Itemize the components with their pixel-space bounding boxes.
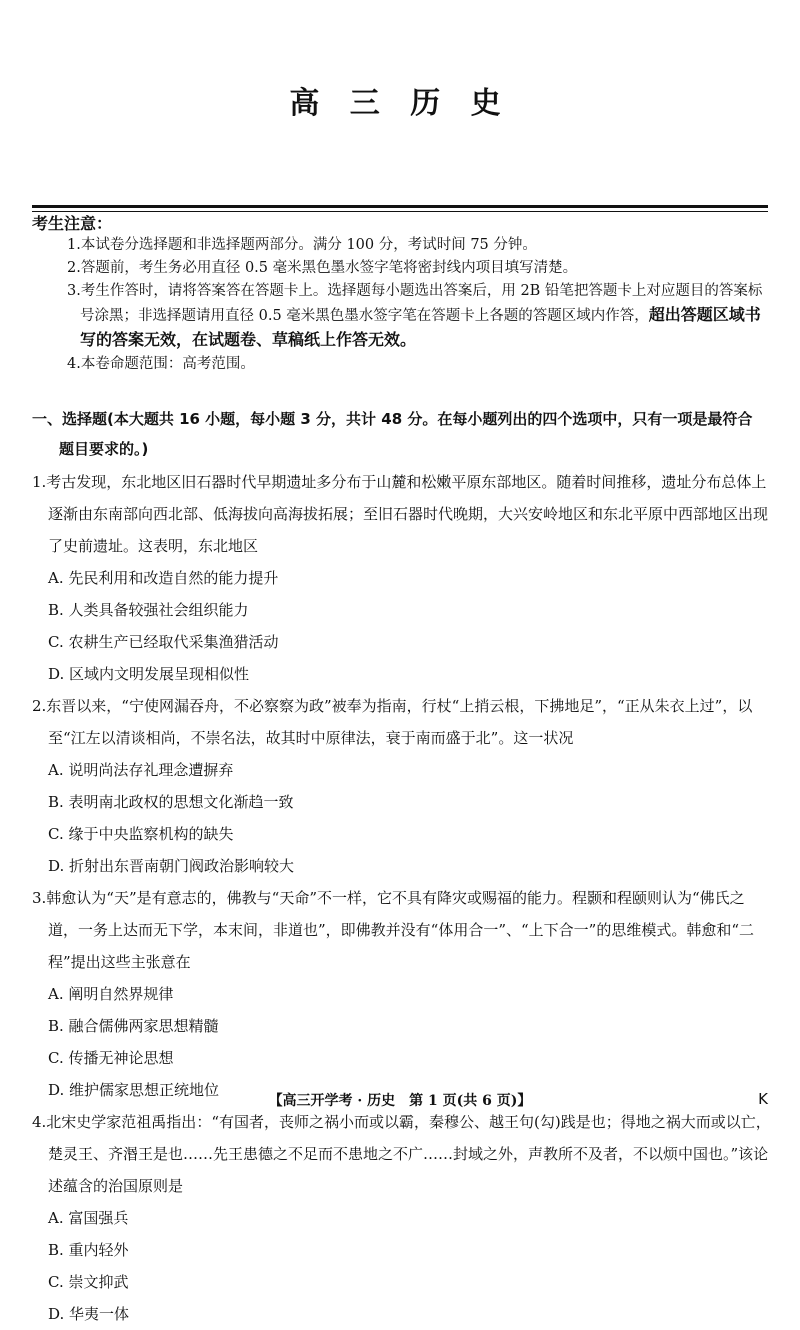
section-heading-line1: 一、选择题(本大题共 16 小题，每小题 3 分，共计 48 分。在每小题列出的四个选项中，只有一项是最符合 bbox=[32, 410, 753, 428]
option-a: A. 阐明自然界规律 bbox=[48, 985, 174, 1003]
option-d: D. 华夷一体 bbox=[48, 1305, 130, 1323]
option-d: D. 维护儒家思想正统地位 bbox=[48, 1081, 220, 1099]
question bbox=[32, 466, 772, 690]
option-group bbox=[32, 978, 772, 1106]
notice-heading: 考生注意： bbox=[32, 214, 113, 233]
option-b: B. 表明南北政权的思想文化渐趋一致 bbox=[48, 793, 294, 811]
question bbox=[32, 1106, 772, 1330]
option-a: A. 说明尚法存礼理念遭摒弃 bbox=[48, 761, 234, 779]
divider-thin bbox=[32, 211, 768, 212]
option-a: A. 富国强兵 bbox=[48, 1209, 129, 1227]
question bbox=[32, 882, 772, 1106]
candidate-notice bbox=[32, 214, 772, 376]
question-stem: 1.考古发现，东北地区旧石器时代早期遗址多分布于山麓和松嫩平原东部地区。随着时间推移，遗址分布总体上逐渐由东南部向西北部、低海拔向高海拔拓展；至旧石器时代晚期，大兴安岭地区和东北平原中西部地区出现了史前遗址。这表明，东北地区 bbox=[32, 473, 769, 555]
footer-mark: K bbox=[758, 1090, 768, 1108]
option-d: D. 折射出东晋南朝门阀政治影响较大 bbox=[48, 857, 295, 875]
question-list bbox=[32, 466, 772, 1330]
option-c: C. 农耕生产已经取代采集渔猎活动 bbox=[48, 633, 279, 651]
option-d: D. 区域内文明发展呈现相似性 bbox=[48, 665, 250, 683]
divider-thick bbox=[32, 205, 768, 208]
option-group bbox=[32, 562, 772, 690]
notice-item-3 bbox=[32, 280, 772, 353]
question bbox=[32, 690, 772, 882]
option-c: C. 缘于中央监察机构的缺失 bbox=[48, 825, 234, 843]
notice-item-3-emphasis: 超出答题区域书写的答案无效，在试题卷、草稿纸上作答无效。 bbox=[80, 305, 761, 349]
notice-item-4: 4.本卷命题范围：高考范围。 bbox=[67, 356, 255, 372]
option-b: B. 重内轻外 bbox=[48, 1241, 129, 1259]
page-footer: 【高三开学考 · 历史 第 1 页(共 6 页)】 bbox=[268, 1093, 532, 1109]
page-title: 高 三 历 史 bbox=[289, 86, 511, 121]
option-group bbox=[32, 1202, 772, 1330]
option-c: C. 传播无神论思想 bbox=[48, 1049, 174, 1067]
question-stem: 3.韩愈认为“天”是有意志的，佛教与“天命”不一样，它不具有降灾或赐福的能力。程颢和程颐则认为“佛氏之道，一务上达而无下学，本末间，非道也”，即佛教并没有“体用合一”、“上下合一”的思维模式。韩愈和“二程”提出这些主张意在 bbox=[32, 889, 755, 971]
option-b: B. 人类具备较强社会组织能力 bbox=[48, 601, 249, 619]
notice-item-3-text: 3.考生作答时，请将答案答在答题卡上。选择题每小题选出答案后，用 2B 铅笔把答题卡上对应题目的答案标号涂黑；非选择题请用直径 0.5 毫米黑色墨水签字笔在答题卡上各题的答题区域内作答， bbox=[67, 283, 763, 324]
option-b: B. 融合儒佛两家思想精髓 bbox=[48, 1017, 219, 1035]
option-c: C. 崇文抑武 bbox=[48, 1273, 129, 1291]
notice-item-2: 2.答题前，考生务必用直径 0.5 毫米黑色墨水签字笔将密封线内项目填写清楚。 bbox=[67, 260, 578, 276]
notice-item-1: 1.本试卷分选择题和非选择题两部分。满分 100 分，考试时间 75 分钟。 bbox=[67, 237, 537, 253]
section-heading-line2: 题目要求的。) bbox=[59, 440, 149, 458]
option-a: A. 先民利用和改造自然的能力提升 bbox=[48, 569, 279, 587]
section-heading bbox=[32, 404, 772, 464]
question-stem: 2.东晋以来，“宁使网漏吞舟，不必察察为政”被奉为指南，行杖“上捎云根，下拂地足”，“正从朱衣上过”，以至“江左以清谈相尚，不崇名法，故其时中原律法，衰于南而盛于北”。这一状况 bbox=[32, 697, 753, 747]
question-stem: 4.北宋史学家范祖禹指出：“有国者，丧师之祸小而或以霸，秦穆公、越王句(勾)践是也；得地之祸大而或以亡，楚灵王、齐湣王是也……先王患德之不足而不患地之不广……封域之外，声教所不及者，不以烦中国也。”该论述蕴含的治国原则是 bbox=[32, 1113, 771, 1195]
option-group bbox=[32, 754, 772, 882]
